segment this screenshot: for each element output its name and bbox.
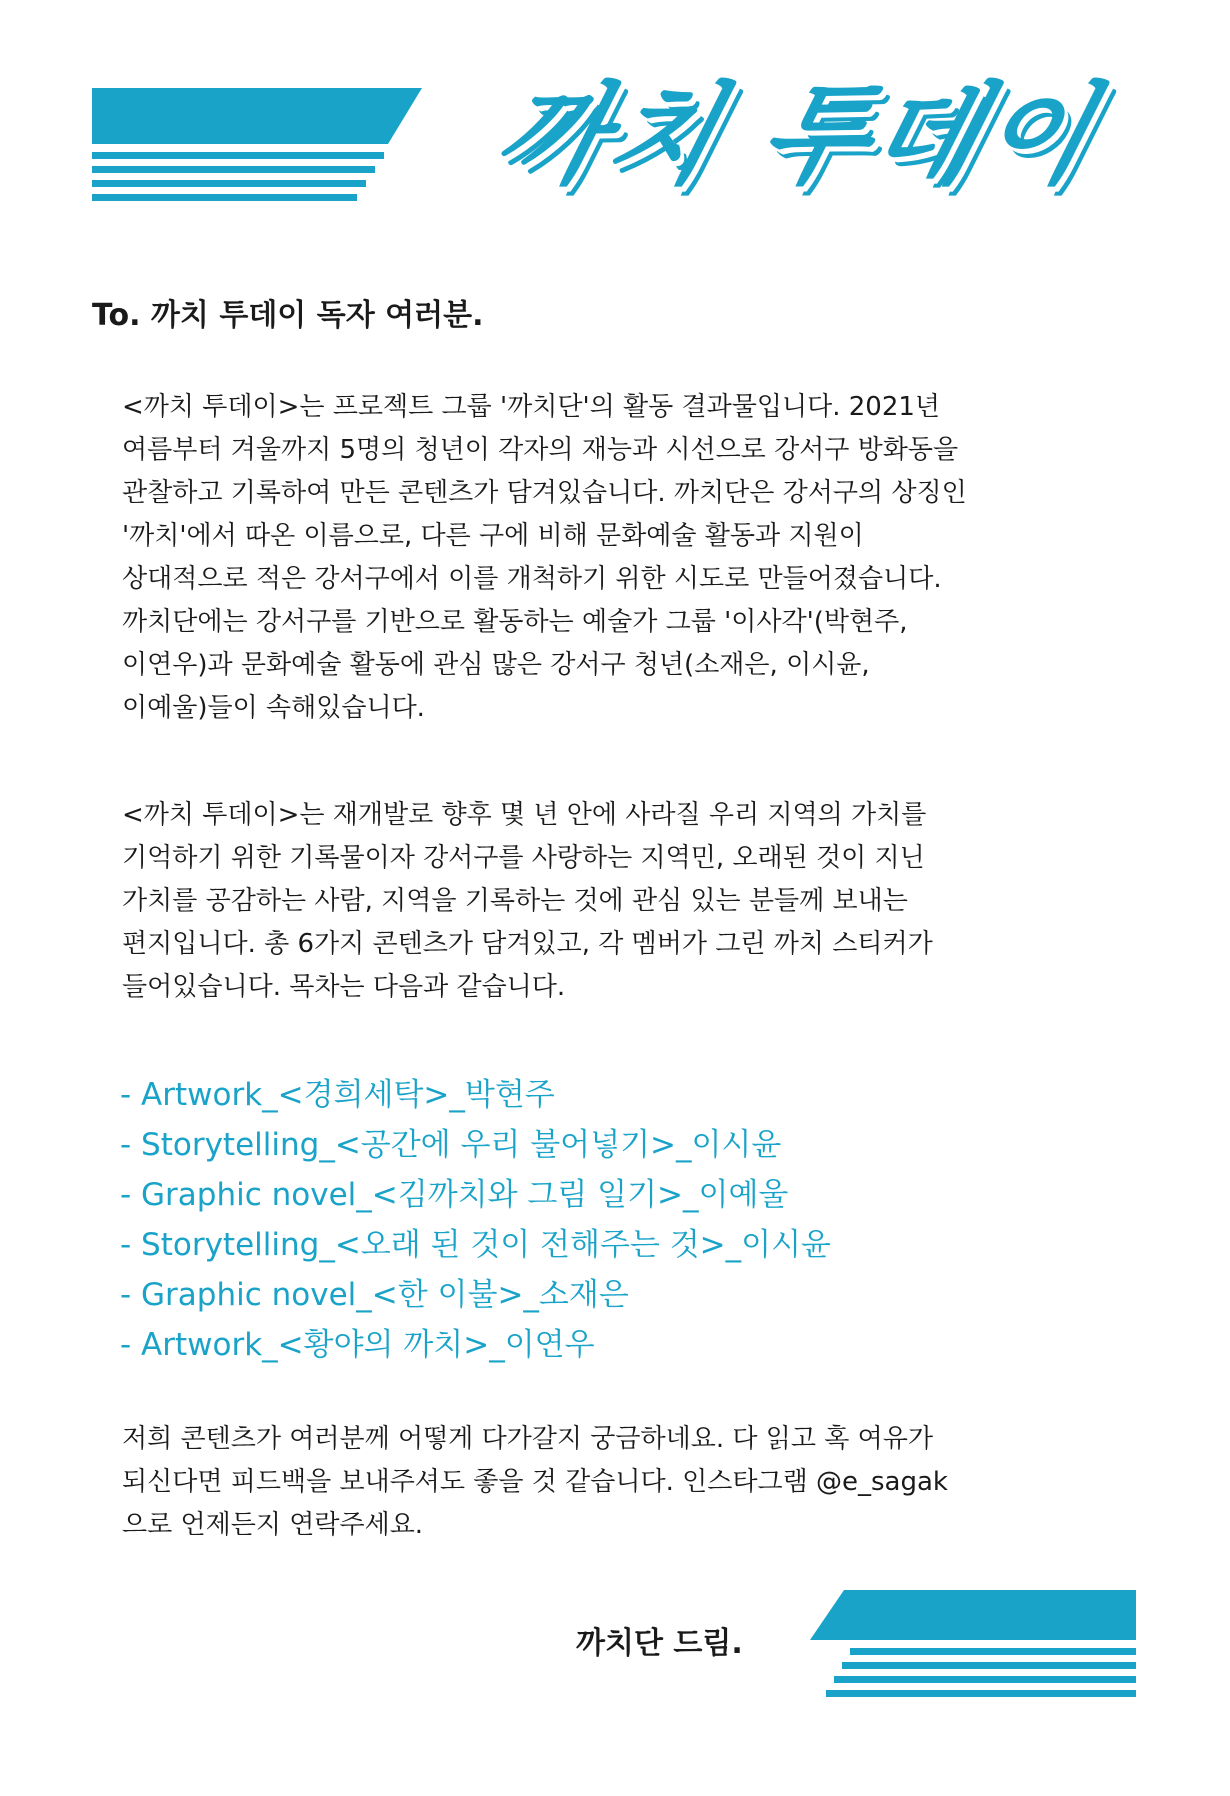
intro-line: 이연우)과 문화예술 활동에 관심 많은 강서구 청년(소재은, 이시윤, <box>122 650 870 680</box>
purpose-line: 가치를 공감하는 사람, 지역을 기록하는 것에 관심 있는 분들께 보내는 <box>122 886 908 916</box>
purpose-line: <까치 투데이>는 재개발로 향후 몇 년 안에 사라질 우리 지역의 가치를 <box>122 800 927 830</box>
purpose-line: 들어있습니다. 목차는 다음과 같습니다. <box>122 972 566 1002</box>
toc-item: - Artwork_<경희세탁>_박현주 <box>120 1077 555 1113</box>
intro-paragraph <box>122 386 1082 730</box>
magazine-title: 까치 투데이 <box>484 71 1110 199</box>
closing-line: 으로 언제든지 연락주세요. <box>122 1510 424 1540</box>
intro-line: <까치 투데이>는 프로젝트 그룹 '까치단'의 활동 결과물입니다. 2021년 <box>122 392 941 422</box>
purpose-line: 기억하기 위한 기록물이자 강서구를 사랑하는 지역민, 오래된 것이 지닌 <box>122 843 925 873</box>
letter-greeting: To. 까치 투데이 독자 여러분. <box>92 298 484 333</box>
header-stripe-graphic <box>92 88 422 208</box>
toc-item: - Storytelling_<오래 된 것이 전해주는 것>_이시윤 <box>120 1227 831 1263</box>
intro-line: '까치'에서 따온 이름으로, 다른 구에 비해 문화예술 활동과 지원이 <box>122 521 864 551</box>
purpose-paragraph <box>122 794 1082 1009</box>
intro-line: 까치단에는 강서구를 기반으로 활동하는 예술가 그룹 '이사각'(박현주, <box>122 607 908 637</box>
toc-item: - Graphic novel_<한 이불>_소재은 <box>120 1277 629 1313</box>
intro-line: 여름부터 겨울까지 5명의 청년이 각자의 재능과 시선으로 강서구 방화동을 <box>122 435 959 465</box>
table-of-contents <box>120 1070 831 1370</box>
closing-line: 되신다면 피드백을 보내주셔도 좋을 것 같습니다. 인스타그램 @e_sagak <box>122 1467 948 1497</box>
toc-item: - Artwork_<황야의 까치>_이연우 <box>120 1327 595 1363</box>
intro-line: 관찰하고 기록하여 만든 콘텐츠가 담겨있습니다. 까치단은 강서구의 상징인 <box>122 478 967 508</box>
intro-line: 상대적으로 적은 강서구에서 이를 개척하기 위한 시도로 만들어졌습니다. <box>122 564 942 594</box>
closing-line: 저희 콘텐츠가 여러분께 어떻게 다가갈지 궁금하네요. 다 읽고 혹 여유가 <box>122 1424 934 1454</box>
letter-signoff: 까치단 드림. <box>576 1626 743 1661</box>
closing-paragraph <box>122 1418 1082 1547</box>
intro-line: 이예울)들이 속해있습니다. <box>122 693 425 723</box>
footer-stripe-graphic <box>810 1590 1136 1708</box>
toc-item: - Graphic novel_<김까치와 그림 일기>_이예울 <box>120 1177 789 1213</box>
purpose-line: 편지입니다. 총 6가지 콘텐츠가 담겨있고, 각 멤버가 그린 까치 스티커가 <box>122 929 933 959</box>
toc-item: - Storytelling_<공간에 우리 불어넣기>_이시윤 <box>120 1127 782 1163</box>
